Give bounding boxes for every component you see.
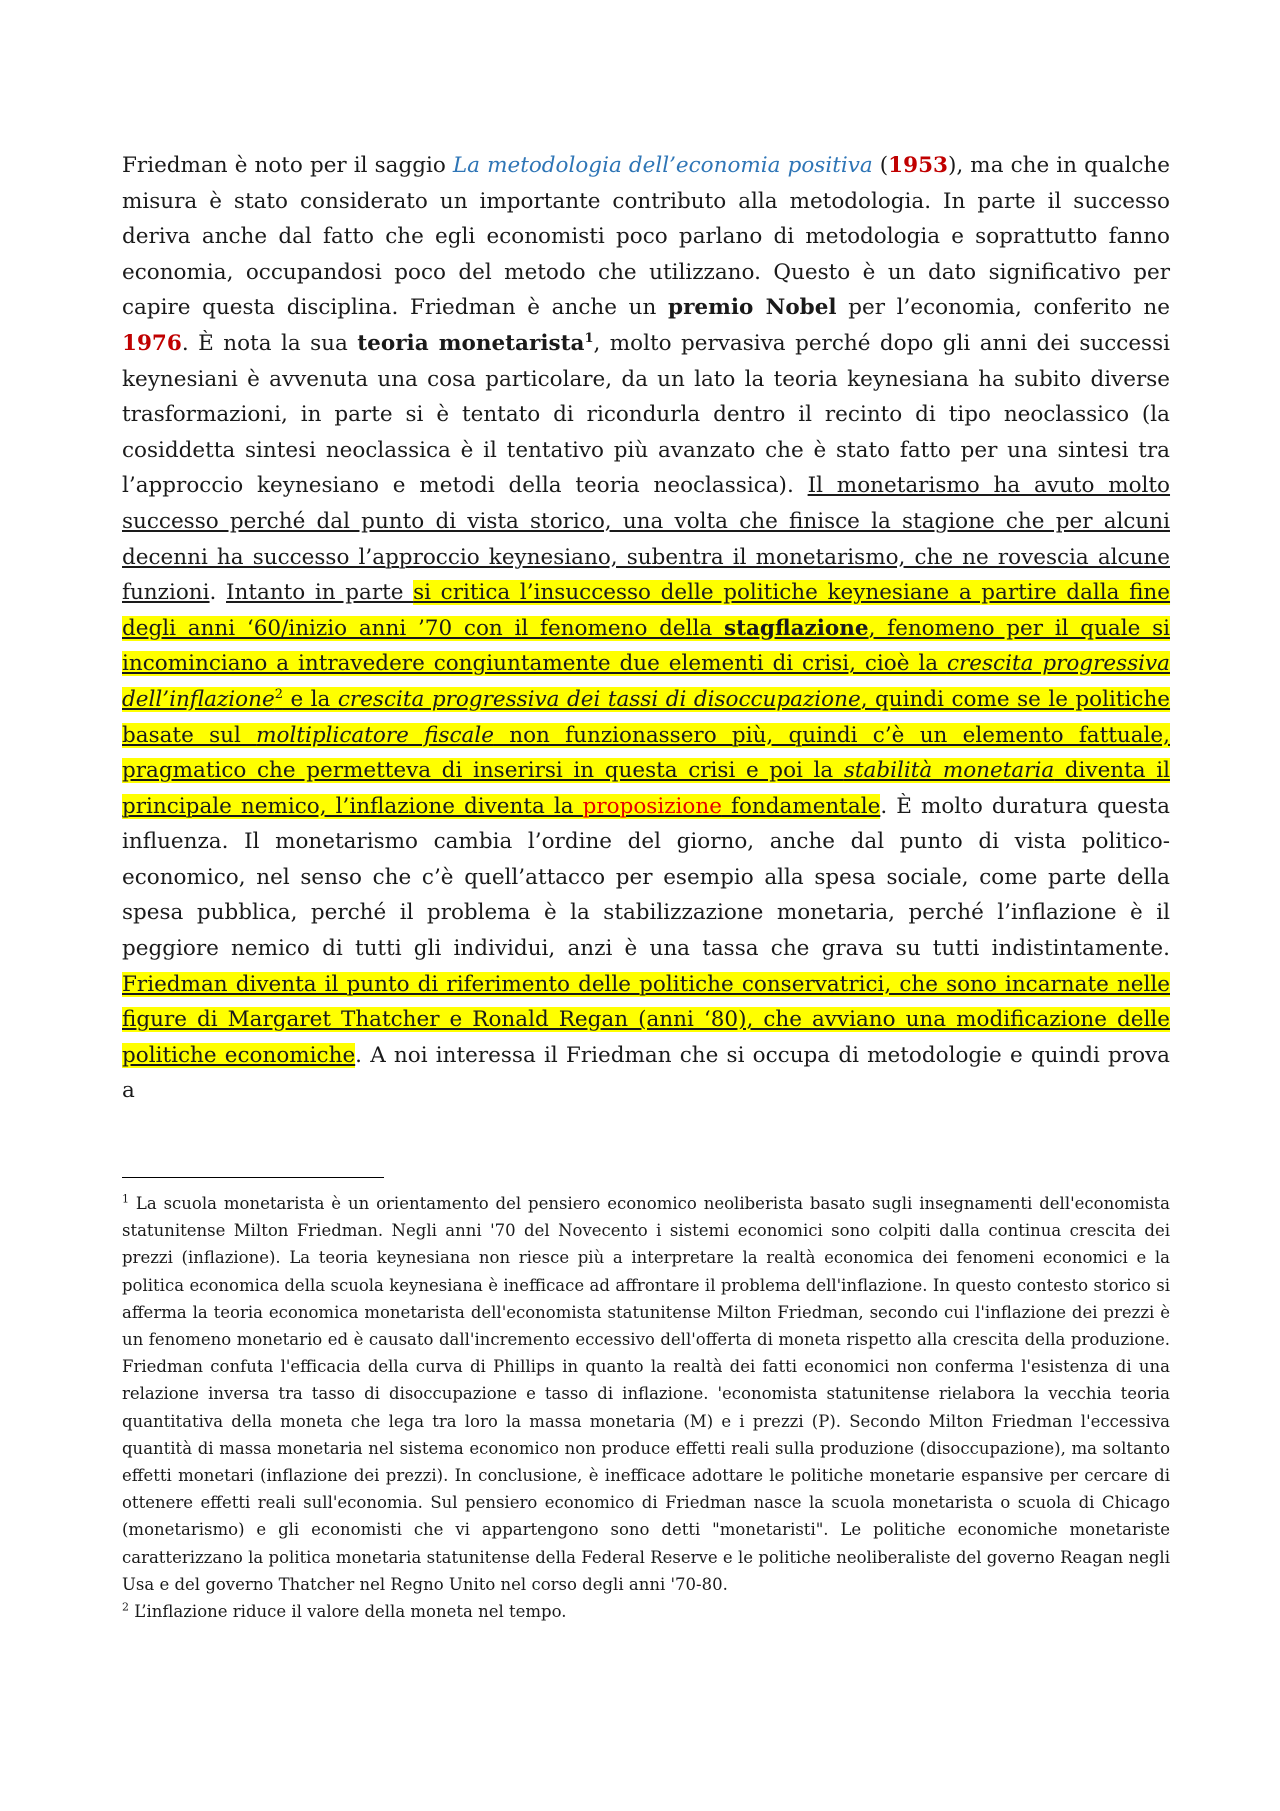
text-run: diventa il principale nemico, l’inflazione diventa la (122, 758, 1170, 819)
footnote-ref-2[interactable]: 2 (274, 686, 283, 702)
footnote-2 (122, 1598, 1170, 1625)
underlined-passage: Intanto in parte (226, 580, 414, 606)
text-run: si critica l’insuccesso delle politiche keynesiane a partire dalla fine degli anni ‘60/inizio anni ’70 con il fenomeno della (122, 580, 1171, 641)
highlighted-passage: Friedman diventa il punto di riferimento delle politiche conservatrici, che sono incarnate nelle figure di Margaret Thatcher e Ronald Regan (anni ‘80), che avviano una modificazione delle politiche economiche (122, 971, 1170, 1068)
red-word: proposizione (582, 793, 722, 819)
text-run: . È molto duratura questa influenza. Il monetarismo cambia l’ordine del giorno, anche dal punto di vista politico-economico, nel senso che c’è quell’attacco per esempio alla spesa sociale, come parte della spesa pubblica, perché il problema è la stabilizzazione monetaria, perché l’inflazione è il peggiore nemico di tutti gli individui, anzi è una tassa che grava su tutti indistintamente. (122, 793, 1170, 962)
footnote-separator (122, 1177, 384, 1178)
essay-title: La metodologia dell’economia positiva (452, 153, 873, 178)
italic-term: stabilità monetaria (843, 758, 1055, 784)
text-run: ), ma che in qualche misura è stato considerato un importante contributo alla metodologia. In parte il successo deriva anche dal fatto che egli economisti poco parlano di metodologia e soprattutto fanno economia, occupandosi poco del metodo che utilizzano. Questo è un dato significativo per capire questa disciplina. Friedman è anche un (122, 153, 1170, 321)
text-run: per l’economia, conferito ne (836, 295, 1170, 321)
monetarist-theory-term: teoria monetarista (357, 330, 585, 356)
text-run: . A noi interessa il Friedman che si occupa di metodologie e quindi prova a (122, 1042, 1170, 1104)
italic-term: moltiplicatore fiscale (256, 722, 494, 748)
body-paragraph (122, 148, 1170, 1109)
text-run: e la (282, 686, 338, 712)
text-run: , quindi come se le politiche basate sul (122, 686, 1171, 748)
highlighted-passage (122, 580, 1170, 819)
italic-term: crescita progressiva dei tassi di disoccupazione (337, 686, 861, 712)
footnote-ref-1[interactable]: 1 (584, 330, 594, 346)
text-run: ( (872, 153, 889, 178)
text-run: . È nota la sua (181, 330, 358, 356)
text-run: , fenomeno per il quale si incominciano a intravedere congiuntamente due elementi di crisi, cioè la (122, 615, 1170, 677)
footnote-1 (122, 1190, 1170, 1598)
year-1953: 1953 (888, 153, 948, 178)
year-1976: 1976 (122, 330, 182, 356)
nobel-prize-term: premio Nobel (668, 295, 837, 321)
stagflation-term: stagflazione (723, 615, 869, 641)
text-run: fondamentale (721, 793, 881, 819)
footnote-text: L’inflazione riduce il valore della moneta nel tempo. (129, 1602, 567, 1622)
footnote-number: 2 (122, 1600, 129, 1614)
footnotes-block (122, 1190, 1170, 1625)
main-text-block (122, 148, 1170, 1109)
text-run: Friedman è noto per il saggio (122, 153, 453, 178)
underlined-passage: Il monetarismo ha avuto molto successo perché dal punto di vista storico, una volta che finisce la stagione che per alcuni decenni ha successo l’approccio keynesiano, subentra il monetarismo, che ne rovescia alcune funzioni (122, 473, 1171, 606)
italic-term: crescita progressiva dell’inflazione (122, 651, 1170, 712)
text-run: , molto pervasiva perché dopo gli anni dei successi keynesiani è avvenuta una cosa particolare, da un lato la teoria keynesiana ha subito diverse trasformazioni, in parte si è tentato di ricondurla dentro il recinto di tipo neoclassico (la cosiddetta sintesi neoclassica è il tentativo più avanzato che è stato fatto per una sintesi tra l’approccio keynesiano e metodi della teoria neoclassica). (122, 330, 1170, 499)
text-run: non funzionassero più, quindi c’è un elemento fattuale, pragmatico che permetteva di inserirsi in questa crisi e poi la (122, 722, 1170, 784)
text-run: . (209, 580, 227, 606)
footnote-number: 1 (122, 1192, 129, 1206)
footnote-text: La scuola monetarista è un orientamento del pensiero economico neoliberista basato sugli insegnamenti dell'economista statunitense Milton Friedman. Negli anni '70 del Novecento i sistemi economici sono colpiti dalla continua crescita dei prezzi (inflazione). La teoria keynesiana non riesce più a interpretare la realtà economica dei fenomeni economici e la politica economica della scuola keynesiana è inefficace ad affrontare il problema dell'inflazione. In questo contesto storico si afferma la teoria economica monetarista dell'economista statunitense Milton Friedman, secondo cui l'inflazione dei prezzi è un fenomeno monetario ed è causato dall'incremento eccessivo dell'offerta di moneta rispetto alla crescita della produzione. Friedman confuta l'efficacia della curva di Phillips in quanto la realtà dei fatti economici non conferma l'esistenza di una relazione inversa tra tasso di disoccupazione e tasso di inflazione. 'economista statunitense rielabora la vecchia teoria quantitativa della moneta che lega tra loro la massa monetaria (M) e i prezzi (P). Secondo Milton Friedman l'eccessiva quantità di massa monetaria nel sistema economico non produce effetti reali sulla produzione (disoccupazione), ma soltanto effetti monetari (inflazione dei prezzi). In conclusione, è inefficace adottare le politiche monetarie espansive per cercare di ottenere effetti reali sull'economia. Sul pensiero economico di Friedman nasce la scuola monetarista o scuola di Chicago (monetarismo) e gli economisti che vi appartengono sono detti "monetaristi". Le politiche economiche monetariste caratterizzano la politica monetaria statunitense della Federal Reserve e le politiche neoliberaliste del governo Reagan negli Usa e del governo Thatcher nel Regno Unito nel corso degli anni '70-80. (122, 1194, 1170, 1594)
